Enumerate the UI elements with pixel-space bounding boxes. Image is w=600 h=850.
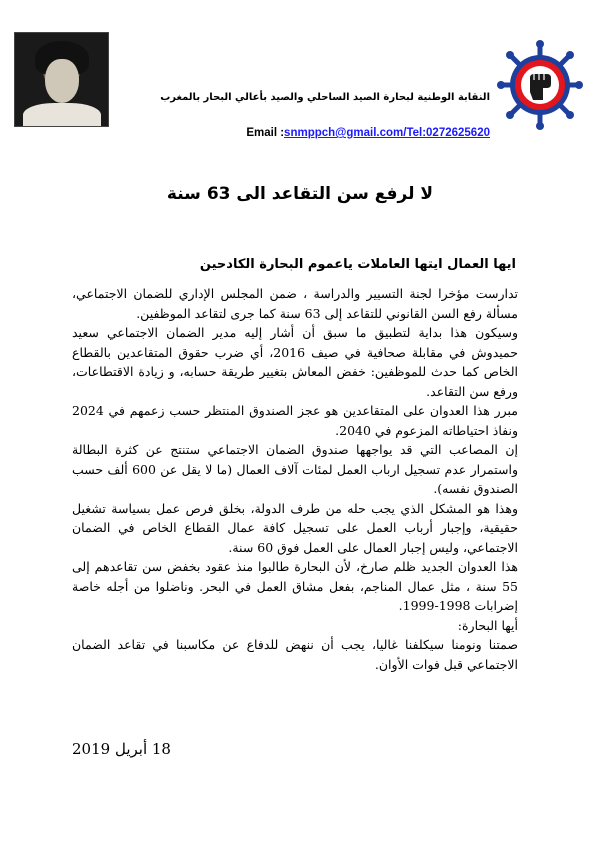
body-paragraph: أيها البحارة: [457, 617, 518, 633]
email-label: Email : [246, 127, 285, 139]
leaflet-title: لا لرفع سن التقاعد الى 63 سنة [166, 184, 434, 204]
body-paragraph: تدارست مؤخرا لجنة التسيير والدراسة ، ضمن المجلس الإداري للضمان الاجتماعي، مسألة رفع السن القانوني للتقاعد إلى 63 سنة كما جرى لتقاعد الموظفين. [72, 286, 518, 321]
body-paragraph: وسيكون هذا بداية لتطبيق ما سبق أن أشار إليه مدير الضمان الاجتماعي سعيد حميدوش في مقابلة صحافية في صيف 2016، أي ضرب حقوق المتقاعدين بالقطاع الخاص كما حدث للموظفين: خفض المعاش بتغيير طريقة حسابه، و زيادة الاقتطاعات، ورفع سن التقاعد. [72, 325, 518, 399]
body-paragraph: هذا العدوان الجديد ظلم صارخ، لأن البحارة طالبوا منذ عقود بخفض سن تقاعدهم إلى 55 سنة ، مثل عمال المناجم، بفعل مشاق العمل في البحر. وناضلوا من أجله خاصة إضرابات 1998-1999. [72, 559, 518, 613]
body-paragraph: وهذا هو المشكل الذي يجب حله من طرف الدولة، بخلق فرص عمل بسياسة تشغيل حقيقية، وإجبار أرباب العمل على تسجيل كافة عمال القطاع الخاص في الضمان الاجتماعي، وليس إجبار العمال على العمل فوق 60 سنة. [72, 500, 518, 555]
organization-name: النقابة الوطنية لبحارة الصيد الساحلي والصيد بأعالي البحار بالمغرب [160, 92, 490, 103]
email-phone-link[interactable]: snmppch@gmail.com/Tel:0272625620 [284, 127, 490, 139]
portrait-photo [14, 32, 109, 127]
leaflet-subtitle: ايها العمال ايتها العاملات ياعموم البحارة الكادحين [199, 257, 516, 272]
contact-line [130, 127, 490, 139]
body-paragraph: إن المصاعب التي قد يواجهها صندوق الضمان الاجتماعي ستنتج عن كثرة البطالة واستمرار عدم تسجيل ارباب العمل لمئات آلاف العمال (ما لا يقل عن 600 ألف حسب الصندوق نفسه). [72, 442, 518, 496]
fist-ship-wheel-icon [497, 40, 583, 130]
body-paragraph: مبرر هذا العدوان على المتقاعدين هو عجز الصندوق المنتظر حسب زعمهم في 2024 ونفاذ احتياطاته المزعوم في 2040. [72, 403, 518, 438]
body-paragraph: صمتنا ونومنا سيكلفنا غاليا، يجب أن ننهض للدفاع عن مكاسبنا في تقاعد الضمان الاجتماعي قبل فوات الأوان. [72, 637, 518, 672]
leaflet-date: 18 أبريل 2019 [72, 740, 171, 758]
leaflet-body [72, 284, 518, 674]
